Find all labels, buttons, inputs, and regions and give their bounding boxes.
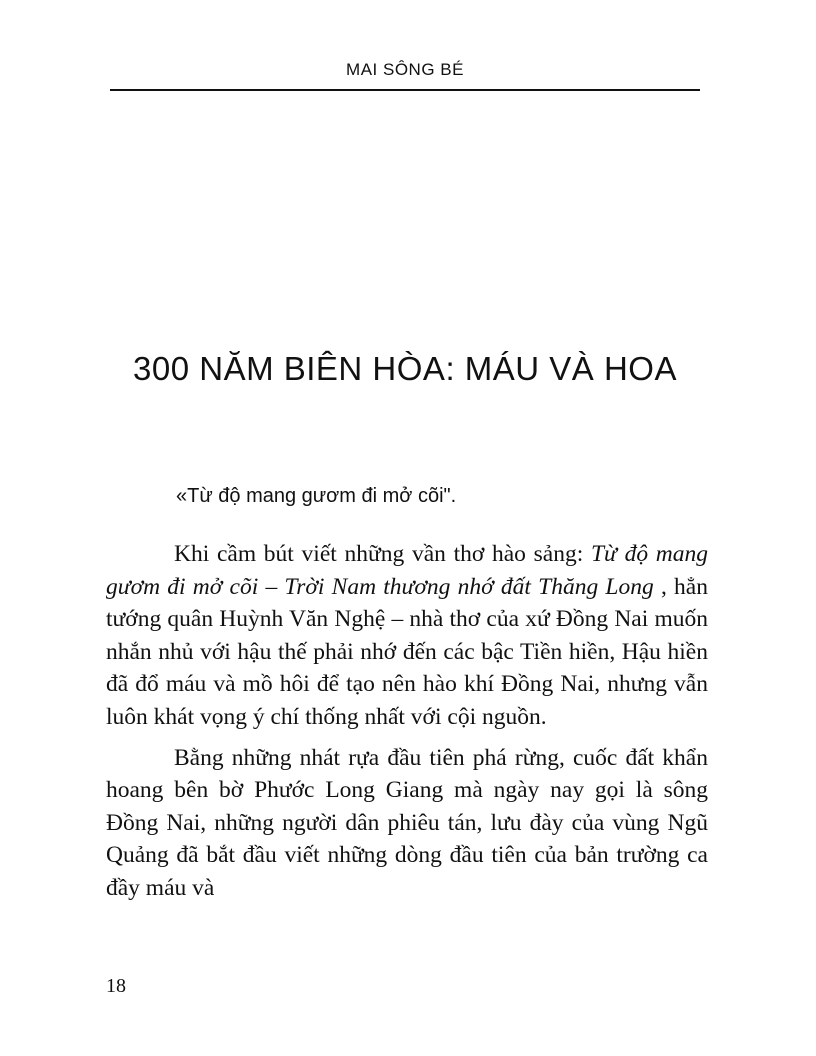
- chapter-title: 300 NĂM BIÊN HÒA: MÁU VÀ HOA: [133, 350, 677, 387]
- paragraph-2: Bằng những nhát rựa đầu tiên phá rừng, cuốc đất khẩn hoang bên bờ Phước Long Giang mà ngày nay gọi là sông Đồng Nai, những người dân phiêu tán, lưu đày của vùng Ngũ Quảng đã bắt đầu viết những dòng đầu tiên của bản trường ca đầy máu và: [106, 744, 708, 901]
- running-header: MAI SÔNG BÉ: [346, 60, 464, 79]
- paragraph-1: [106, 538, 708, 734]
- poem-quote: Từ độ mang gươm đi mở cõi – Trời Nam thương nhớ đất Thăng Long: [106, 541, 708, 600]
- epigraph: «Từ độ mang gươm đi mở cõi".: [176, 485, 457, 507]
- body-text: [106, 538, 708, 905]
- page-number: 18: [106, 975, 126, 997]
- paragraph-1-intro: Khi cầm bút viết những vần thơ hào sảng:: [174, 541, 591, 567]
- paragraph-1-rest: , hẳn tướng quân Huỳnh Văn Nghệ – nhà thơ của xứ Đồng Nai muốn nhắn nhủ với hậu thế phải nhớ đến các bậc Tiền hiền, Hậu hiền đã đổ máu và mồ hôi để tạo nên hào khí Đồng Nai, nhưng vẫn luôn khát vọng ý chí thống nhất với cội nguồn.: [106, 573, 708, 730]
- header-divider: [110, 89, 700, 91]
